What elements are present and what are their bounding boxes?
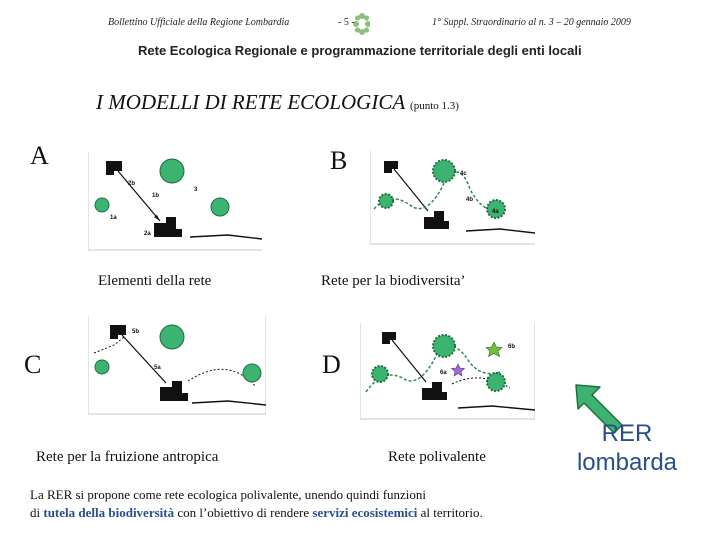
node-label: 5b <box>132 329 140 335</box>
node-label: 3 <box>194 187 198 193</box>
habitat-node <box>160 325 184 349</box>
caption-c: Rete per la fruizione antropica <box>36 449 219 465</box>
header-right: 1° Suppl. Straordinario al n. 3 – 20 gennaio 2009 <box>432 17 631 28</box>
panel-letter-d: D <box>322 350 341 379</box>
panel-letter-c: C <box>24 350 42 379</box>
habitat-node <box>160 159 184 183</box>
building-shape <box>424 211 449 229</box>
road-line <box>466 229 535 233</box>
habitat-node <box>487 373 505 391</box>
star-icon <box>486 342 502 357</box>
rer-line2: lombarda <box>576 449 678 476</box>
arrow-head <box>154 215 160 221</box>
caption-a: Elementi della rete <box>98 273 212 289</box>
panel-c-diagram <box>88 315 266 415</box>
body-highlight-biodiversity: tutela della biodiversità <box>43 505 175 520</box>
star-icon <box>452 364 465 376</box>
node-label: 2a <box>144 231 151 237</box>
node-label: 2b <box>128 181 136 187</box>
node-label: 4a <box>492 209 499 215</box>
caption-b: Rete per la biodiversita’ <box>321 273 466 289</box>
panel-letter-b: B <box>330 146 348 175</box>
habitat-node <box>95 360 109 374</box>
node-label: 5a <box>154 365 161 371</box>
road-line <box>190 235 262 239</box>
building-shape <box>154 217 182 237</box>
body-text-segment: con l’obiettivo di rendere <box>174 505 313 520</box>
node-label: 4b <box>466 197 474 203</box>
panel-a-diagram <box>88 151 262 251</box>
node-label: 1a <box>110 215 117 221</box>
habitat-node <box>372 366 388 382</box>
node-label: 1b <box>152 193 160 199</box>
body-text-segment: al territorio. <box>417 505 483 520</box>
rer-label <box>562 419 692 477</box>
caption-d: Rete polivalente <box>388 449 486 465</box>
panel-letter-a: A <box>30 141 49 170</box>
body-line-2 <box>30 505 483 521</box>
road-line <box>192 401 266 405</box>
panel-b-diagram <box>370 149 535 245</box>
habitat-node <box>379 194 393 208</box>
page-title-text: I MODELLI DI RETE ECOLOGICA <box>96 90 405 114</box>
connection-line <box>122 335 166 383</box>
habitat-node <box>95 198 109 212</box>
connection-line <box>394 169 428 211</box>
page-title <box>96 90 459 115</box>
header-left: Bollettino Ufficiale della Regione Lombardia <box>108 17 290 28</box>
rer-line1: RER <box>601 420 653 447</box>
building-shape <box>160 381 188 401</box>
panel-d-diagram <box>360 322 535 420</box>
building-shape <box>422 382 447 400</box>
body-highlight-services: servizi ecosistemici <box>312 505 418 520</box>
node-label: 6a <box>440 370 447 376</box>
habitat-node <box>433 160 455 182</box>
node-label: 4c <box>460 171 467 177</box>
body-text-segment: di <box>30 505 44 520</box>
habitat-node <box>211 198 229 216</box>
page-title-ref: (punto 1.3) <box>410 100 459 112</box>
header-title: Rete Ecologica Regionale e programmazione territoriale degli enti locali <box>138 43 582 58</box>
trail-line <box>94 337 124 353</box>
habitat-node <box>243 364 261 382</box>
habitat-node <box>433 335 455 357</box>
header-page-number: - 5 - <box>338 17 355 28</box>
node-label: 6b <box>508 344 516 350</box>
body-line-1: La RER si propone come rete ecologica polivalente, unendo quindi funzioni <box>30 487 427 502</box>
road-line <box>458 406 535 410</box>
